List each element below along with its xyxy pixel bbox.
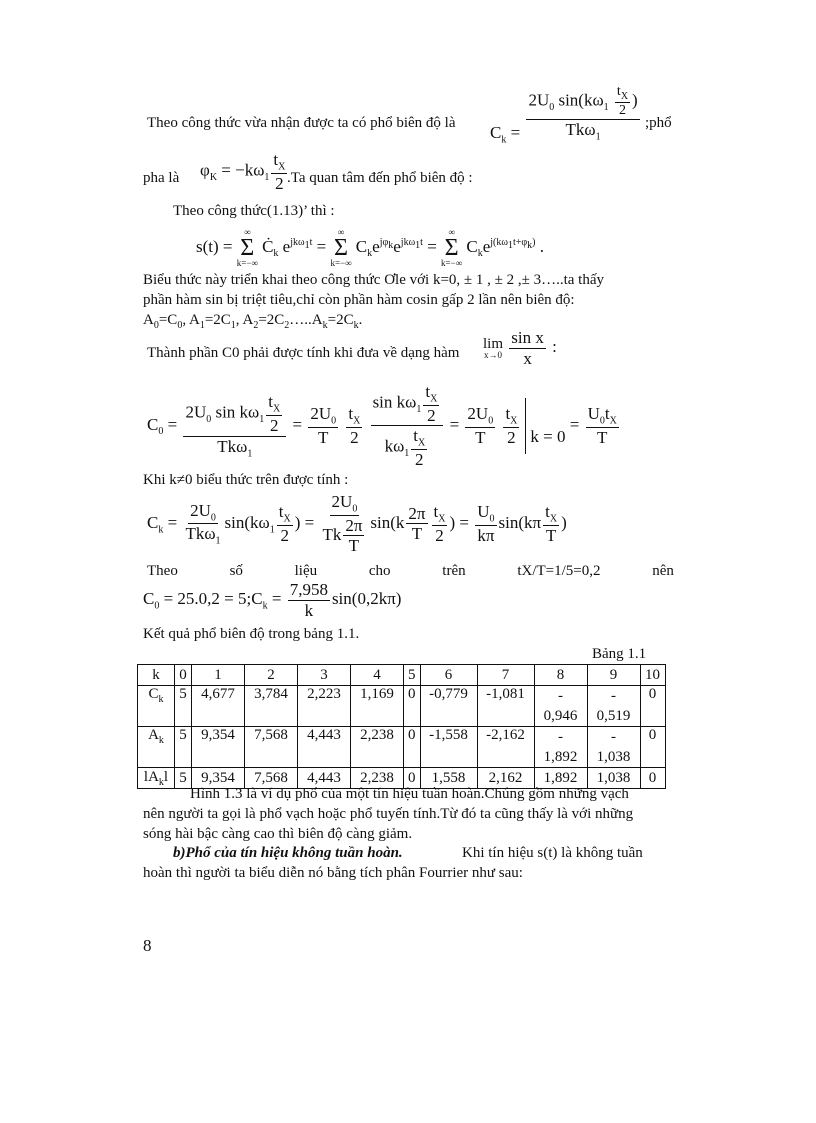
phase-line-end: .Ta quan tâm đến phổ biên độ : [287,170,473,186]
header-cell: k [138,665,175,686]
amplitude-relations: $A_0=C_0$, $A_1=2C_1$, $A_2=2C_2\dots..A_k=2C_k$. [143,312,363,331]
table-cell: 1,558 [420,768,477,789]
row-label-ck: $C_k$ [138,686,175,727]
table-cell: 0 [404,768,421,789]
nonzero-k-intro: Khi k≠0 biểu thức trên được tính : [143,472,349,488]
formula-ck-general: $C_k$ = $2U_0$ Tkω$_1$ $\sin(k\omega_1$ $\frac{t_X}{2}$ ) = $2U_0$ Tk $\frac{2\pi}{T}$ sin(k $\frac{2\pi}{T}$ $\frac{t_X}{2}$ ) = $\frac{U_0}{k\pi}$ sin(kπ $\frac{t_X}{T}$ ) [147,492,567,556]
formula-reference-line: Theo công thức(1.13)’ thì : [173,203,335,219]
header-cell: 0 [175,665,192,686]
table-cell: 5 [175,686,192,727]
wrapped-value: 1,892 [543,749,578,765]
formula-ck-definition: $C_k$ = $2U_0$ $\sin(k\omega_1$ $\frac{t_X}{2}$ ) Tkω$_1$ [490,84,638,145]
word-7: nên [652,563,674,579]
word-1: Theo [147,563,178,579]
figure-description-line1: Hình 1.3 là ví dụ phổ của một tín hiệu tuần hoàn.Chúng gồm những vạch [190,786,629,802]
figure-description-line3: sóng hài bậc càng cao thì biên độ càng giảm. [143,826,413,842]
table-cell: 4,677 [192,686,245,727]
wrapped-value: 1,038 [596,749,631,765]
word-4: cho [368,563,391,579]
header-cell: 10 [640,665,665,686]
table-cell: 1,169 [351,686,404,727]
table-cell: -0,779 [420,686,477,727]
table-cell-wrapped [587,727,640,768]
word-2: số [229,563,243,579]
section-heading-continuation: Khi tín hiệu s(t) là không tuần [462,845,643,861]
table-cell: 4,443 [298,727,351,768]
header-cell: 3 [298,665,351,686]
amplitude-spectrum-table [137,664,666,789]
limit-intro-text: Thành phần C0 phải được tính khi đưa về dạng hàm [147,345,460,361]
euler-text-line2: phần hàm sin bị triệt tiêu,chỉ còn phần hàm cosin gấp 2 lần nên biên độ: [143,292,575,308]
formula-sinc-limit: lim x→0 $\frac{\text{sin x}}{x}$ : [483,328,557,368]
table-cell: 2,238 [351,727,404,768]
euler-text-line1: Biểu thức này triển khai theo công thức Ơle với k=0, ± 1 , ± 2 ,± 3…..ta thấy [143,272,605,288]
table-cell-wrapped [587,686,640,727]
header-cell: 6 [420,665,477,686]
table-cell: 0 [640,686,665,727]
header-cell: 2 [245,665,298,686]
table-cell: 1,038 [587,768,640,789]
table-caption: Bảng 1.1 [592,646,647,662]
amplitude-intro-text: Theo công thức vừa nhận được ta có phổ biên độ là [147,115,456,131]
formula-numeric-values: $C_0 = 25.0,2$ = $5;C_k$ = $\frac{7,958}{k}$ sin(0,2kπ) [143,580,402,620]
dash: - [611,729,616,745]
table-cell-wrapped [534,727,587,768]
aperiodic-intro-line2: hoàn thì người ta biểu diễn nó bằng tích phân Fourrier như sau: [143,865,523,881]
table-cell: 0 [640,727,665,768]
table-cell: 7,568 [245,727,298,768]
table-cell: 2,238 [351,768,404,789]
table-row-ck [138,686,666,727]
header-cell: 9 [587,665,640,686]
table-cell: -2,162 [477,727,534,768]
table-cell: 5 [175,727,192,768]
word-3: liệu [294,563,318,579]
header-cell: 4 [351,665,404,686]
paragraph-amplitude-intro [147,115,455,132]
header-cell: 8 [534,665,587,686]
table-cell: 5 [175,768,192,789]
table-cell: 9,354 [192,727,245,768]
wrapped-value: 0,519 [596,708,631,724]
data-substitution-line [147,563,674,580]
header-cell: 7 [477,665,534,686]
figure-description-line2: nên người ta gọi là phổ vạch hoặc phổ tuyến tính.Từ đó ta cũng thấy là với những [143,806,634,822]
table-cell: 7,568 [245,768,298,789]
row-label-ak: $A_k$ [138,727,175,768]
table-cell: -1,558 [420,727,477,768]
formula-c0-derivation: $C_0$ = $2U_0$ $\sin k\omega_1$ $\frac{t_X}{2}$ Tkω$_1$ = $\frac{2U_0}{T}$ $\frac{t_X}{2}$ $\sin k\omega_1$ $\frac{t_X}{2}$ $k\omega_1$ $\frac{t_X}{2}$ = $\frac{2U_0}{T}$ $\frac{t_X}{2}$ k = 0 = $\frac{U_0t_X}{T}$ [147,382,617,470]
table-cell: -1,081 [477,686,534,727]
section-heading-aperiodic: b)Phổ của tín hiệu không tuần hoàn. [173,845,403,861]
word-5: trên [442,563,466,579]
dash: - [558,688,563,704]
table-cell: 4,443 [298,768,351,789]
table-cell: 0 [404,686,421,727]
table-row-ak [138,727,666,768]
header-cell: 1 [192,665,245,686]
word-6: tX/T=1/5=0,2 [517,563,601,579]
formula-phase: $\varphi_K = -k\omega_1$ $\frac{t_X}{2}$ [200,150,286,193]
wrapped-value: 0,946 [543,708,578,724]
table-cell: 2,162 [477,768,534,789]
table-cell: 0 [404,727,421,768]
dash: - [558,729,563,745]
phase-line-start: pha là [143,170,180,186]
formula-series-expansion: s(t) = ∞ Σ k=−∞ $Ċ_k$ $e^{jk\omega_1t}$ = ∞ Σ k=−∞ $C_ke^{j\varphi_k}e^{jk\omega_1t}$ = ∞ Σ k=−∞ $C_ke^{j(k\omega_1t+\varphi_k)}$ . [196,227,545,269]
table-cell: 3,784 [245,686,298,727]
table-cell: 2,223 [298,686,351,727]
table-cell: 1,892 [534,768,587,789]
table-cell-wrapped [534,686,587,727]
dash: - [611,688,616,704]
table-cell: 9,354 [192,768,245,789]
row-label-abs-ak: $lA_kl$ [138,768,175,789]
table-cell: 0 [640,768,665,789]
table-intro-text: Kết quả phổ biên độ trong bảng 1.1. [143,626,360,642]
header-cell: 5 [404,665,421,686]
page-number: 8 [143,936,152,955]
amplitude-intro-end: ;phổ [645,115,672,131]
table-header-row [138,665,666,686]
